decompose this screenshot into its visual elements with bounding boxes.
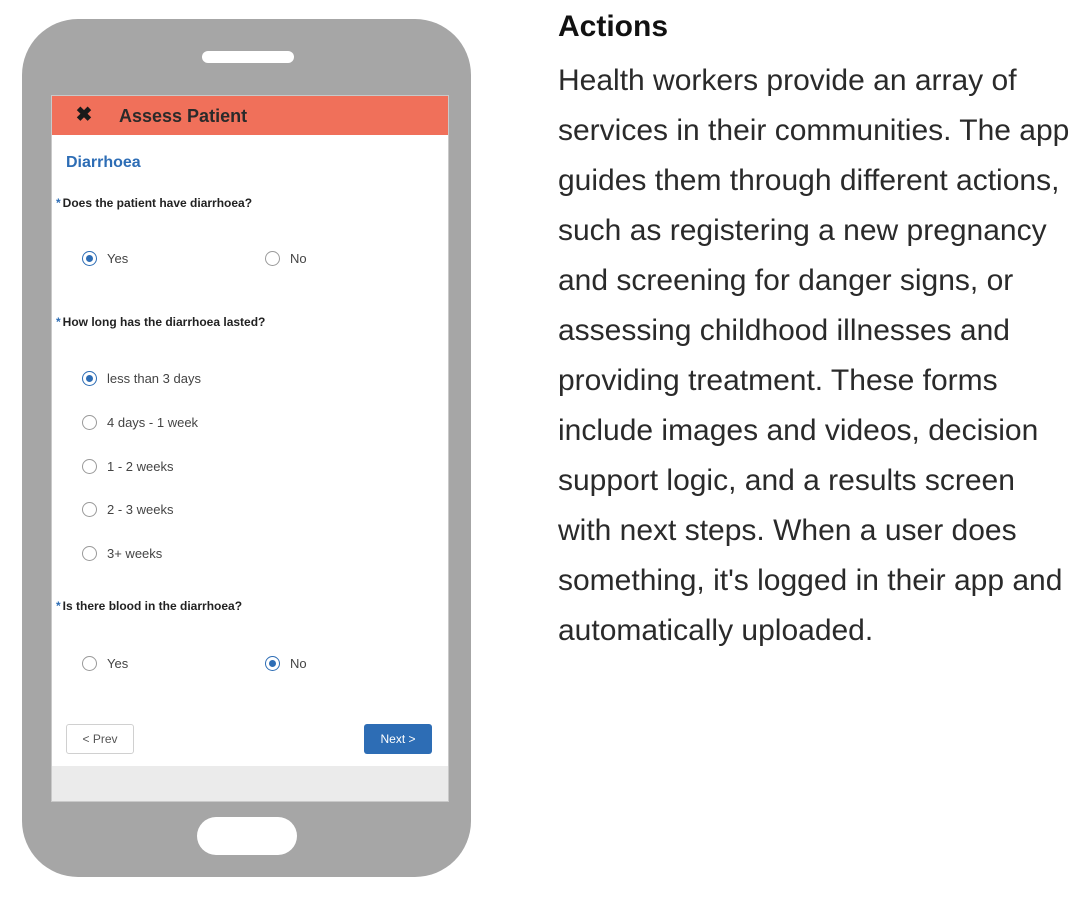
radio-option-4-days-1-week[interactable] <box>82 415 198 430</box>
option-label: No <box>290 251 307 266</box>
radio-option-yes[interactable] <box>82 656 128 671</box>
required-marker: * <box>56 599 61 613</box>
required-marker: * <box>56 196 61 210</box>
phone-speaker <box>202 51 294 63</box>
side-title: Actions <box>558 10 669 43</box>
option-label: Yes <box>107 656 129 671</box>
option-label: Yes <box>107 251 129 266</box>
next-button[interactable]: Next > <box>364 724 432 754</box>
close-icon[interactable]: ✖ <box>75 104 93 126</box>
radio-option-3-plus-weeks[interactable] <box>82 546 162 561</box>
required-marker: * <box>56 315 61 329</box>
side-description: Health workers provide an array of services in their communities. The app guides them through different actions, such as registering a new pregnancy and screening for danger signs, or assessing childhood illnesses and providing treatment. These forms include images and videos, decision support logic, and a results screen with next steps. When a user does something, it's logged in their app and automatically uploaded. <box>558 64 1070 647</box>
app-header <box>52 96 448 135</box>
radio-button[interactable] <box>82 546 97 561</box>
phone-screen <box>51 95 449 802</box>
option-label: No <box>290 656 307 671</box>
radio-button-selected[interactable] <box>82 251 97 266</box>
section-title: Diarrhoea <box>66 154 141 171</box>
prev-button[interactable]: < Prev <box>66 724 134 754</box>
phone-frame <box>22 19 471 877</box>
question-label: Does the patient have diarrhoea? <box>62 196 253 210</box>
radio-button[interactable] <box>82 502 97 517</box>
radio-button-selected[interactable] <box>82 371 97 386</box>
question-has-diarrhoea <box>56 196 252 210</box>
radio-option-less-than-3-days[interactable] <box>82 371 201 386</box>
option-label: less than 3 days <box>107 371 201 386</box>
radio-button[interactable] <box>265 251 280 266</box>
header-title: Assess Patient <box>119 106 248 126</box>
radio-option-no[interactable] <box>265 656 307 671</box>
option-label: 4 days - 1 week <box>107 415 199 430</box>
footer-bar <box>52 766 448 801</box>
question-blood <box>56 599 242 613</box>
radio-option-no[interactable] <box>265 251 307 266</box>
question-duration <box>56 315 265 329</box>
question-label: How long has the diarrhoea lasted? <box>62 315 266 329</box>
radio-button[interactable] <box>82 459 97 474</box>
radio-option-2-3-weeks[interactable] <box>82 502 173 517</box>
radio-option-1-2-weeks[interactable] <box>82 459 173 474</box>
home-button <box>197 817 297 855</box>
option-label: 1 - 2 weeks <box>107 459 174 474</box>
radio-button[interactable] <box>82 656 97 671</box>
radio-button-selected[interactable] <box>265 656 280 671</box>
option-label: 3+ weeks <box>107 546 163 561</box>
option-label: 2 - 3 weeks <box>107 502 174 517</box>
radio-option-yes[interactable] <box>82 251 128 266</box>
question-label: Is there blood in the diarrhoea? <box>62 599 243 613</box>
radio-button[interactable] <box>82 415 97 430</box>
